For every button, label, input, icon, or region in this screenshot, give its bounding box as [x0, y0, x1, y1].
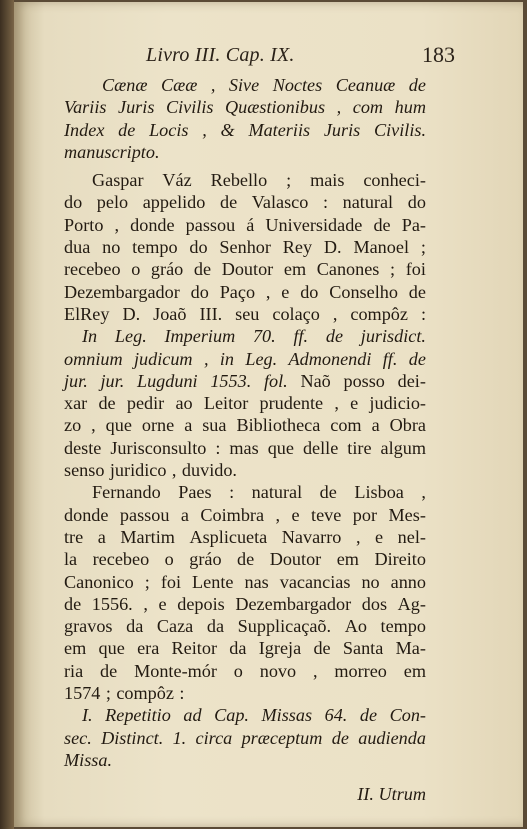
- word: ff.: [293, 326, 309, 347]
- word: morreo: [334, 660, 387, 681]
- word: Monte-mór: [134, 660, 217, 681]
- word: do: [189, 237, 208, 258]
- word: ,: [202, 119, 207, 140]
- text-line: [64, 548, 426, 570]
- word: Ao: [344, 616, 367, 637]
- word: Lugduni: [136, 370, 198, 391]
- word: e: [158, 593, 167, 614]
- word: Civilis.: [373, 119, 426, 140]
- word: fol.: [263, 370, 288, 391]
- word: Cænæ: [102, 75, 148, 95]
- running-head: Livro III. Cap. IX.: [146, 44, 295, 66]
- word: Igreja: [258, 638, 302, 659]
- text-line: [64, 571, 426, 593]
- word: Obra: [389, 415, 426, 436]
- word: ;: [286, 170, 292, 191]
- word: em: [336, 549, 359, 570]
- text-line: [64, 348, 426, 370]
- word: do: [190, 281, 209, 302]
- word: Rebello: [210, 170, 268, 191]
- word: seu: [235, 303, 260, 324]
- word: dei-: [397, 370, 426, 391]
- word: de: [408, 281, 426, 302]
- word: Leitor: [203, 393, 249, 414]
- word: Repetitio: [105, 705, 171, 726]
- text-line: [64, 325, 426, 347]
- word: Paes: [178, 482, 212, 503]
- word: Ma-: [395, 638, 426, 659]
- word: hum: [394, 97, 426, 118]
- word: ,: [143, 593, 148, 614]
- word: novo: [259, 660, 297, 681]
- word: ,: [171, 460, 177, 481]
- word: de: [100, 660, 118, 681]
- text-line: [64, 615, 426, 637]
- word: Con-: [389, 705, 426, 726]
- word: de: [64, 593, 82, 614]
- word: ,: [91, 415, 96, 436]
- word: præceptum: [241, 727, 323, 748]
- text-line: [64, 414, 426, 436]
- word: ao: [175, 393, 193, 414]
- word: Cææ: [160, 75, 198, 95]
- text-line: [64, 281, 426, 303]
- text-line: [64, 749, 426, 771]
- text-line: [64, 303, 426, 325]
- word: Supplicaçaõ.: [237, 616, 332, 637]
- word: appelido: [142, 192, 206, 213]
- word: do: [64, 192, 83, 213]
- word: Missa.: [64, 749, 112, 770]
- word: de: [193, 259, 212, 280]
- word: dua: [64, 237, 91, 258]
- word: Doutor: [221, 259, 274, 280]
- word: In: [82, 326, 98, 347]
- word: 70.: [252, 326, 276, 347]
- text-line: [64, 504, 426, 526]
- word: Dezembargador: [64, 281, 180, 302]
- word: foi: [160, 571, 182, 592]
- word: Reitor: [171, 638, 218, 659]
- word: ad: [183, 705, 202, 726]
- word: natural: [342, 192, 394, 213]
- text-line: [64, 258, 426, 280]
- word: depois: [177, 593, 225, 614]
- word: tre: [64, 526, 84, 547]
- word: Leg.: [245, 348, 278, 369]
- word: zo: [64, 415, 82, 436]
- word: de: [359, 705, 378, 726]
- word: ,: [334, 393, 339, 414]
- word: Paço: [219, 281, 256, 302]
- word: ,: [265, 281, 271, 302]
- word: no: [361, 571, 380, 592]
- word: Joaõ: [153, 303, 187, 324]
- word: Locis: [149, 119, 189, 140]
- word: :: [322, 192, 328, 213]
- catchword: [64, 783, 426, 805]
- text-line: [64, 392, 426, 414]
- word: recebeo: [64, 259, 121, 280]
- word: em: [64, 638, 87, 659]
- word: orne: [141, 415, 175, 436]
- word: prudente: [259, 393, 324, 414]
- word: 1.: [172, 727, 187, 748]
- word: Coimbra: [200, 504, 265, 525]
- word: jur.: [64, 370, 88, 391]
- word: Porto: [64, 214, 104, 235]
- word: pedir: [126, 393, 165, 414]
- word: D.: [122, 303, 141, 324]
- text-line: [64, 637, 426, 659]
- word: jur.: [100, 370, 125, 391]
- text-line: [64, 370, 426, 392]
- word: Váz: [162, 170, 192, 191]
- word: ,: [421, 482, 426, 503]
- text-line: [64, 191, 426, 213]
- word: sec.: [64, 727, 92, 748]
- word: deste: [64, 437, 102, 458]
- text-line: [64, 214, 426, 236]
- word: Dezembargador: [235, 593, 352, 614]
- word: judicio-: [369, 393, 426, 414]
- word: a: [371, 415, 380, 436]
- word: Canonico: [64, 571, 134, 592]
- word: o: [233, 660, 243, 681]
- word: de: [118, 119, 136, 140]
- word: ElRey: [64, 303, 110, 324]
- word: ,: [332, 303, 338, 324]
- book-page: [14, 2, 523, 827]
- word: foi: [405, 259, 426, 280]
- text-line: [64, 481, 426, 503]
- word: Lente: [192, 571, 234, 592]
- word: algum: [380, 437, 426, 458]
- word: de: [325, 326, 344, 347]
- word: 1556.: [91, 593, 133, 614]
- word: tempo: [132, 237, 178, 258]
- page-number: 183: [422, 42, 455, 67]
- word: no: [102, 237, 121, 258]
- word: tire: [347, 437, 372, 458]
- text-line: [64, 727, 426, 749]
- word: em: [403, 660, 426, 681]
- word: Asplicueta: [189, 526, 268, 547]
- word: pelo: [96, 192, 129, 213]
- text-line: [64, 141, 426, 163]
- word: de: [237, 549, 255, 570]
- word: III.: [199, 303, 223, 324]
- word: Canones: [316, 259, 380, 280]
- word: teve: [311, 504, 342, 525]
- text-line: [64, 459, 426, 481]
- word: Ceanuæ: [335, 75, 396, 95]
- text-line: [64, 704, 426, 726]
- word: :: [215, 437, 221, 458]
- word: nas: [244, 571, 269, 592]
- word: por: [352, 504, 378, 525]
- word: ff.: [382, 348, 398, 369]
- word: 64.: [324, 705, 348, 726]
- text-line: [64, 96, 426, 118]
- word: de: [98, 393, 116, 414]
- word: ,: [275, 504, 281, 525]
- word: passou: [185, 214, 236, 235]
- word: e: [350, 393, 359, 414]
- word: jurisdict.: [360, 326, 426, 347]
- word: Senhor: [219, 237, 271, 258]
- word: anno: [390, 571, 426, 592]
- word: Navarro: [281, 526, 342, 547]
- page-header: [14, 44, 523, 74]
- word: senso: [64, 460, 105, 481]
- text-line: [64, 119, 426, 141]
- word: ,: [203, 348, 209, 369]
- word: Quæstionibus: [225, 97, 326, 118]
- word: ;: [144, 571, 150, 592]
- page-body: [64, 74, 426, 806]
- word: Variis: [64, 97, 107, 118]
- word: gráo: [150, 259, 184, 280]
- word: duvido.: [181, 460, 237, 481]
- word: de: [408, 75, 426, 95]
- word: compôz: [350, 303, 408, 324]
- word: &: [220, 119, 235, 140]
- word: Santa: [342, 638, 384, 659]
- word: Leg.: [114, 326, 147, 347]
- word: Mes-: [388, 504, 426, 525]
- word: Cap.: [214, 705, 249, 726]
- word: da: [206, 616, 225, 637]
- word: sua: [202, 415, 227, 436]
- word: a: [97, 526, 106, 547]
- word: :: [420, 303, 426, 324]
- word: ,: [336, 97, 342, 118]
- word: I.: [82, 705, 93, 726]
- word: em: [283, 259, 307, 280]
- book-spine: [0, 0, 14, 829]
- word: conheci-: [363, 170, 426, 191]
- word: Distinct.: [101, 727, 164, 748]
- word: tempo: [380, 616, 426, 637]
- word: :: [229, 482, 235, 503]
- word: era: [137, 638, 160, 659]
- word: Rey: [282, 237, 313, 258]
- word: o: [131, 259, 141, 280]
- word: Gaspar: [92, 170, 144, 191]
- word: circa: [195, 727, 233, 748]
- word: 1574: [64, 683, 101, 704]
- word: Caza: [156, 616, 194, 637]
- word: á: [246, 214, 255, 235]
- word: Lisboa: [354, 482, 404, 503]
- word: de: [219, 192, 238, 213]
- word: Manoel: [353, 237, 409, 258]
- word: Juris: [118, 97, 155, 118]
- word: Valasco: [251, 192, 309, 213]
- word: ;: [390, 259, 396, 280]
- text-line: [64, 169, 426, 191]
- word: gravos: [64, 616, 113, 637]
- word: mais: [310, 170, 345, 191]
- word: Martim: [120, 526, 175, 547]
- word: Admonendi: [288, 348, 372, 369]
- word: Sive: [228, 75, 260, 95]
- word: que: [267, 437, 294, 458]
- word: Conselho: [329, 281, 398, 302]
- word: com: [352, 97, 384, 118]
- word: recebeo: [92, 549, 150, 570]
- word: a: [184, 415, 193, 436]
- word: ,: [210, 75, 216, 95]
- text-line: [64, 437, 426, 459]
- word: ;: [420, 237, 426, 258]
- word: omnium: [64, 348, 123, 369]
- word: Universidade: [265, 214, 363, 235]
- word: ;: [105, 683, 111, 704]
- word: Materiis: [248, 119, 311, 140]
- text-line: [64, 660, 426, 682]
- word: de: [319, 482, 337, 503]
- word: Direito: [374, 549, 426, 570]
- word: Ag-: [397, 593, 426, 614]
- word: ,: [312, 660, 318, 681]
- word: natural: [251, 482, 303, 503]
- word: D.: [323, 237, 342, 258]
- word: ,: [114, 214, 120, 235]
- word: judicum: [133, 348, 193, 369]
- word: do: [407, 192, 426, 213]
- word: donde: [64, 504, 109, 525]
- word: mas: [229, 437, 259, 458]
- text-line: [64, 74, 426, 96]
- word: gráo: [189, 549, 222, 570]
- word: Doutor: [269, 549, 322, 570]
- word: :: [179, 683, 185, 704]
- text-line: [64, 593, 426, 615]
- word: passou: [119, 504, 170, 525]
- word: manuscripto.: [64, 141, 160, 162]
- text-line: [64, 682, 426, 704]
- word: e: [375, 526, 384, 547]
- word: Index: [64, 119, 105, 140]
- word: la: [64, 549, 78, 570]
- word: compôz: [116, 683, 174, 704]
- word: do: [300, 281, 319, 302]
- word: in: [219, 348, 234, 369]
- word: audienda: [358, 727, 426, 748]
- word: que: [98, 638, 125, 659]
- word: a: [180, 504, 189, 525]
- word: de: [408, 348, 426, 369]
- word: Bibliotheca: [236, 415, 321, 436]
- word: nel-: [397, 526, 426, 547]
- word: de: [313, 638, 331, 659]
- word: Missas: [261, 705, 313, 726]
- word: 1553.: [210, 370, 252, 391]
- word: Naõ: [300, 370, 331, 391]
- word: de: [331, 727, 349, 748]
- word: delle: [302, 437, 339, 458]
- word: Civilis: [165, 97, 214, 118]
- word: dos: [361, 593, 388, 614]
- word: colaço: [272, 303, 320, 324]
- word: da: [126, 616, 144, 637]
- word: e: [281, 281, 290, 302]
- word: de: [373, 214, 391, 235]
- text-line: [64, 526, 426, 548]
- word: Juris: [323, 119, 361, 140]
- word: o: [164, 549, 174, 570]
- word: ria: [64, 660, 84, 681]
- catchword-text: II. Utrum: [357, 784, 426, 805]
- word: que: [105, 415, 132, 436]
- word: com: [330, 415, 362, 436]
- word: ,: [355, 526, 361, 547]
- word: juridico: [109, 460, 167, 481]
- word: Jurisconsulto: [110, 437, 207, 458]
- word: posso: [343, 370, 385, 391]
- word: Imperium: [164, 326, 236, 347]
- text-line: [64, 236, 426, 258]
- word: e: [291, 504, 300, 525]
- word: da: [229, 638, 247, 659]
- word: donde: [130, 214, 175, 235]
- word: Noctes: [272, 75, 323, 95]
- word: Pa-: [401, 214, 426, 235]
- word: Fernando: [92, 482, 161, 503]
- word: xar: [64, 393, 88, 414]
- word: vacancias: [279, 571, 351, 592]
